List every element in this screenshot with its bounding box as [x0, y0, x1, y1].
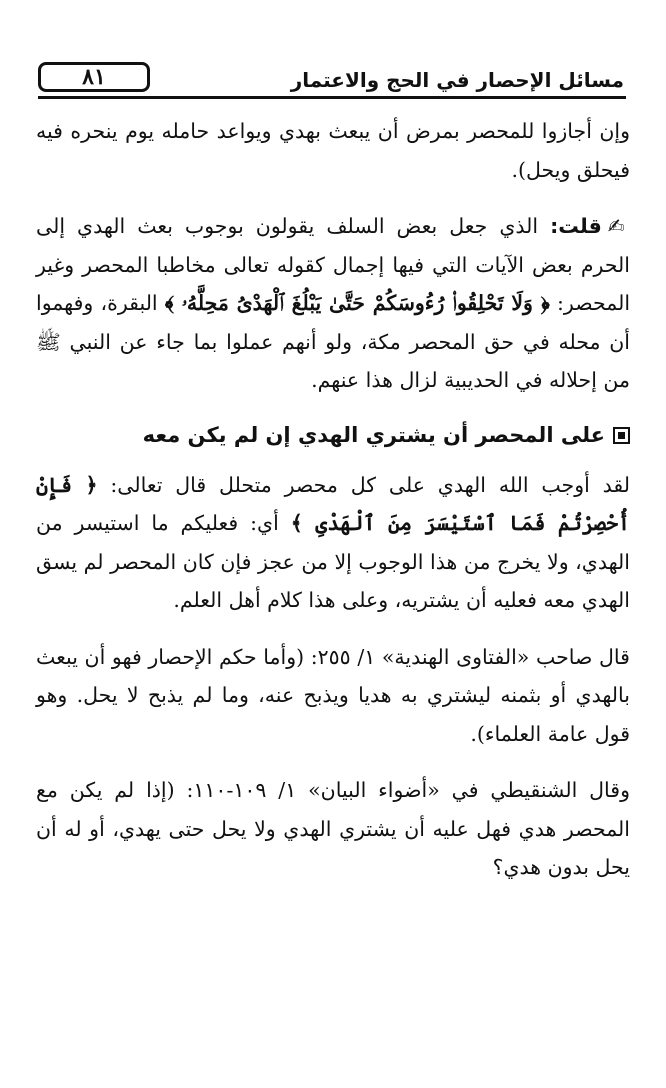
note-text-before: الذي جعل بعض السلف يقولون بوجوب بعث الهدي إلى الحرم بعض الآيات التي فيها إجمال كقوله تعالى مخاطبا المحصر وغير المحصر: [36, 214, 631, 315]
paragraph-continuation [36, 112, 630, 189]
paragraph-text: وقال الشنقيطي في «أضواء البيان» ١/ ١٠٩-١١٠: (إذا لم يكن مع المحصر هدي فهل عليه أن يشتري الهدي ولا يحل حتى يهدي، أو له أن يحل بدون هدي؟ [36, 778, 630, 879]
page-body [36, 112, 630, 905]
paragraph-adwa-al-bayan [36, 771, 630, 887]
pen-icon: ✍ [607, 214, 630, 238]
note-paragraph [36, 207, 630, 400]
running-title: مسائل الإحصار في الحج والاعتمار [290, 68, 624, 92]
section-heading-text: على المحصر أن يشتري الهدي إن لم يكن معه [142, 422, 605, 447]
section-heading [36, 418, 630, 452]
header-rule [38, 96, 626, 99]
paragraph-text-before: لقد أوجب الله الهدي على كل محصر متحلل قال تعالى: [97, 472, 631, 497]
page-header [30, 58, 630, 98]
quran-verse: ﴿ فَإِنْ أُحْصِرْتُمْ فَمَا ٱسْتَيْسَرَ مِنَ ٱلْهَدْىِ ﴾ [36, 472, 630, 535]
quran-verse: ﴿ وَلَا تَحْلِقُوا۟ رُءُوسَكُمْ حَتَّىٰ يَبْلُغَ ٱلْهَدْىُ مَحِلَّهُۥ ﴾ [164, 291, 550, 315]
paragraph-text: وإن أجازوا للمحصر بمرض أن يبعث بهدي ويواعد حامله يوم ينحره فيه فيحلق ويحل). [36, 119, 630, 182]
paragraph-text: قال صاحب «الفتاوى الهندية» ١/ ٢٥٥: (وأما حكم الإحصار فهو أن يبعث بالهدي أو بثمنه ليشتري به هديا ويذبح عنه، وما لم يذبح لا يحل. وهو قول عامة العلماء). [36, 644, 630, 746]
paragraph-text-after: أي: فعليكم ما استيسر من الهدي، ولا يخرج من هذا الوجوب إلا من عجز فإن كان المحصر لم يسق الهدي معه فعليه أن يشتريه، وعلى هذا كلام أهل العلم. [36, 511, 630, 612]
square-bullet-icon [613, 427, 630, 444]
page-number: ٨١ [38, 62, 150, 92]
paragraph-obligation [36, 466, 630, 620]
note-label: قلت: [550, 214, 602, 238]
note-text-after: البقرة، وفهموا أن محله في حق المحصر مكة، ولو أنهم عملوا بما جاء عن النبي ﷺ من إحلاله في الحديبية لزال هذا عنهم. [36, 291, 630, 392]
paragraph-fatawa-hindiya [36, 638, 630, 754]
